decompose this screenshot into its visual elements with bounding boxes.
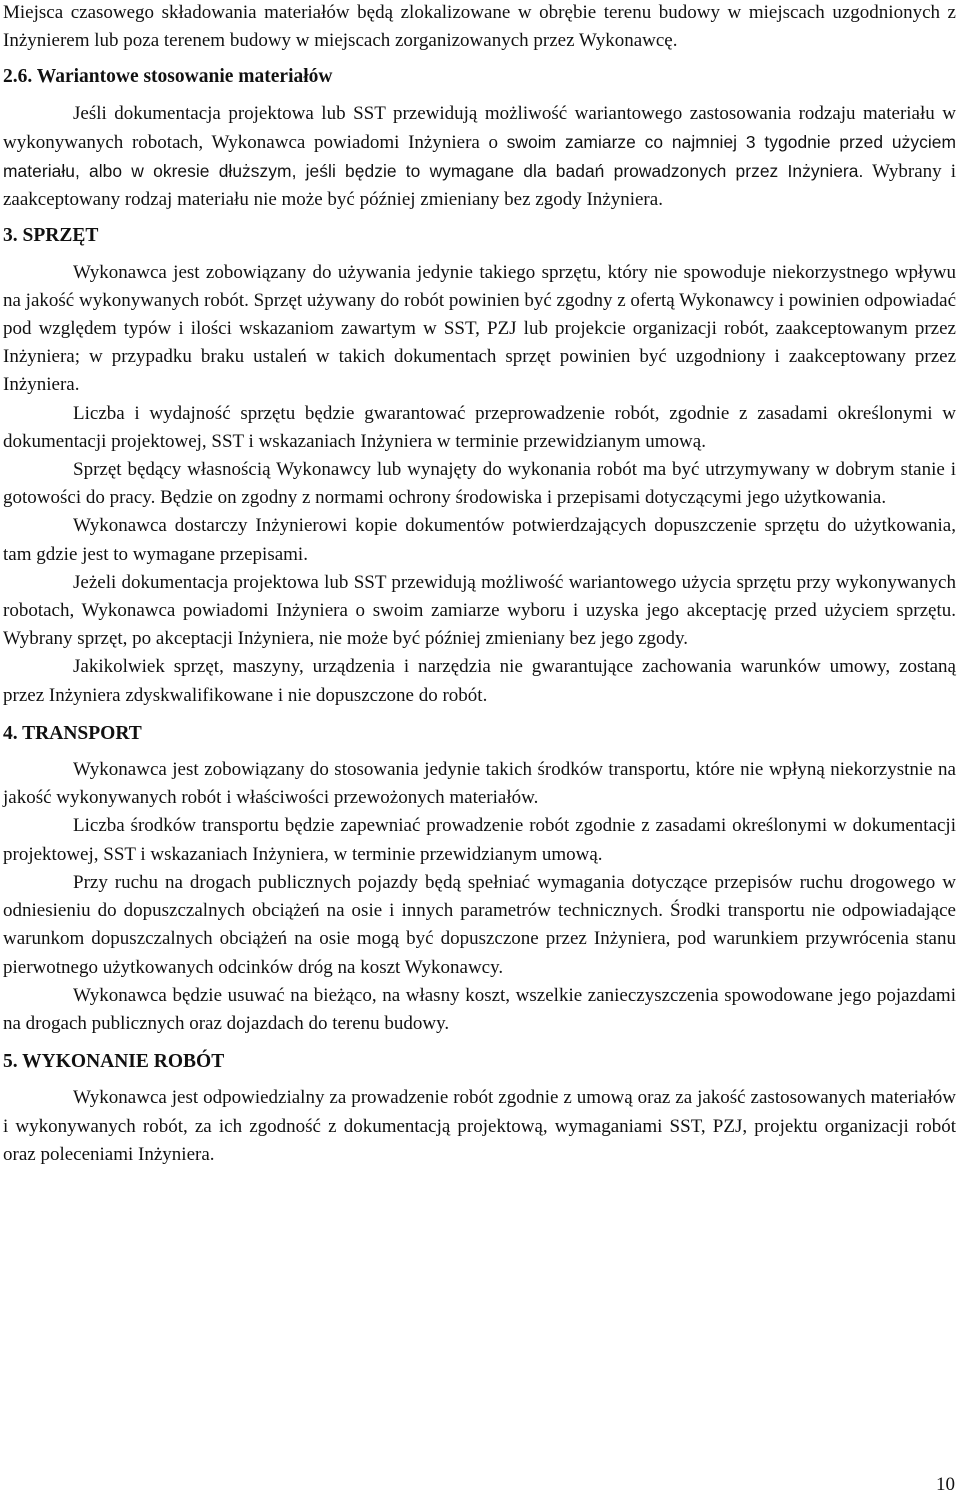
- paragraph-3-4: Wykonawca dostarczy Inżynierowi kopie dokumentów potwierdzających dopuszczenie sprzętu do użytkowania, tam gdzie jest to wymagane przepisami.: [3, 515, 956, 565]
- paragraph-3-6: Jakikolwiek sprzęt, maszyny, urządzenia i narzędzia nie gwarantujące zachowania warunków umowy, zostaną przez Inżyniera zdyskwalifikowane i nie dopuszczone do robót.: [3, 656, 956, 706]
- intro-paragraph: Miejsca czasowego składowania materiałów będą zlokalizowane w obrębie terenu budowy w miejscach uzgodnionych z Inżynierem lub poza terenem budowy w miejscach zorganizowanych przez Wykonawcę.: [3, 2, 956, 52]
- heading-4: 4. TRANSPORT: [3, 722, 142, 744]
- paragraph-3-5: Jeżeli dokumentacja projektowa lub SST przewidują możliwość wariantowego użycia sprzętu przy wykonywanych robotach, Wykonawca powiadomi Inżyniera o swoim zamiarze wyboru i uzyska jego akceptację przed użyciem sprzętu. Wybrany sprzęt, po akceptacji Inżyniera, nie może być później zmieniany bez jego zgody.: [3, 571, 956, 650]
- paragraph-3-1: Wykonawca jest zobowiązany do używania jedynie takiego sprzętu, który nie spowoduje niekorzystnego wpływu na jakość wykonywanych robót. Sprzęt używany do robót powinien być zgodny z ofertą Wykonawcy i powinien odpowiadać pod względem typów i ilości wskazaniom zawartym w SST, PZJ lub projekcie organizacji robót, zaakceptowanym przez Inżyniera; w przypadku braku ustaleń w takich dokumentach sprzęt powinien być uzgodniony i zaakceptowany przez Inżyniera.: [3, 261, 957, 396]
- spacer: [3, 748, 956, 756]
- spacer: [3, 710, 956, 720]
- paragraph-2-6-part3: Wybrany i zaakceptowany rodzaj materiału nie może być później zmieniany bez zgody Inżyniera.: [3, 161, 956, 211]
- heading-5: 5. WYKONANIE ROBÓT: [3, 1051, 225, 1073]
- paragraph-5-1: Wykonawca jest odpowiedzialny za prowadzenie robót zgodnie z umową oraz za jakość zastosowanych materiałów i wykonywanych robót, za ich zgodność z dokumentacją projektową, wymaganiami SST, PZJ, projektu organizacji robót oraz poleceniami Inżyniera.: [3, 1087, 956, 1165]
- heading-2-6: 2.6. Wariantowe stosowanie materiałów: [3, 66, 333, 88]
- paragraph-3-2: Liczba i wydajność sprzętu będzie gwarantować przeprowadzenie robót, zgodnie z zasadami określonymi w dokumentacji projektowej, SST i wskazaniach Inżyniera w terminie przewidzianym umową.: [3, 402, 956, 452]
- page-content: [3, 0, 956, 1169]
- paragraph-2-6: [3, 100, 956, 215]
- page-number: 10: [936, 1474, 955, 1495]
- paragraph-4-1: Wykonawca jest zobowiązany do stosowania jedynie takich środków transportu, które nie wpłyną niekorzystnie na jakość wykonywanych robót i właściwości przewożonych materiałów.: [3, 759, 956, 809]
- paragraph-4-3: Przy ruchu na drogach publicznych pojazdy będą spełniać wymagania dotyczące przepisów ruchu drogowego w odniesieniu do dopuszczalnych obciążeń na osie i innych parametrów technicznych. Środki transportu nie odpowiadające warunkom dopuszczalnych obciążeń na osie mogą być dopuszczone przez Inżyniera, pod warunkiem przywrócenia stanu pierwotnego użytkowanych odcinków dróg na koszt Wykonawcy.: [3, 871, 956, 978]
- paragraph-2-6-part2: swoim zamiarze co najmniej 3 tygodnie przed użyciem materiału, albo w okresie dłuższym, jeśli będzie to wymagane dla badań prowadzonych przez Inżyniera.: [3, 131, 956, 182]
- heading-3: 3. SPRZĘT: [3, 225, 99, 247]
- paragraph-3-3: Sprzęt będący własnością Wykonawcy lub wynajęty do wykonania robót ma być utrzymywany w dobrym stanie i gotowości do pracy. Będzie on zgodny z normami ochrony środowiska i przepisami dotyczącymi jego użytkowania.: [3, 459, 956, 509]
- spacer: [3, 251, 956, 259]
- paragraph-2-6-part1: Jeśli dokumentacja projektowa lub SST przewidują możliwość wariantowego zastosowania rodzaju materiału w wykonywanych robotach, Wykonawca powiadomi Inżyniera o: [3, 102, 956, 153]
- paragraph-4-4: Wykonawca będzie usuwać na bieżąco, na własny koszt, wszelkie zanieczyszczenia spowodowane jego pojazdami na drogach publicznych oraz dojazdach do terenu budowy.: [3, 984, 956, 1034]
- spacer: [3, 55, 956, 63]
- paragraph-4-2: Liczba środków transportu będzie zapewniać prowadzenie robót zgodnie z zasadami określonymi w dokumentacji projektowej, SST i wskazaniach Inżyniera, w terminie przewidzianym umową.: [3, 815, 956, 865]
- spacer: [3, 1076, 956, 1084]
- spacer: [3, 214, 956, 222]
- spacer: [3, 92, 956, 100]
- spacer: [3, 1038, 956, 1048]
